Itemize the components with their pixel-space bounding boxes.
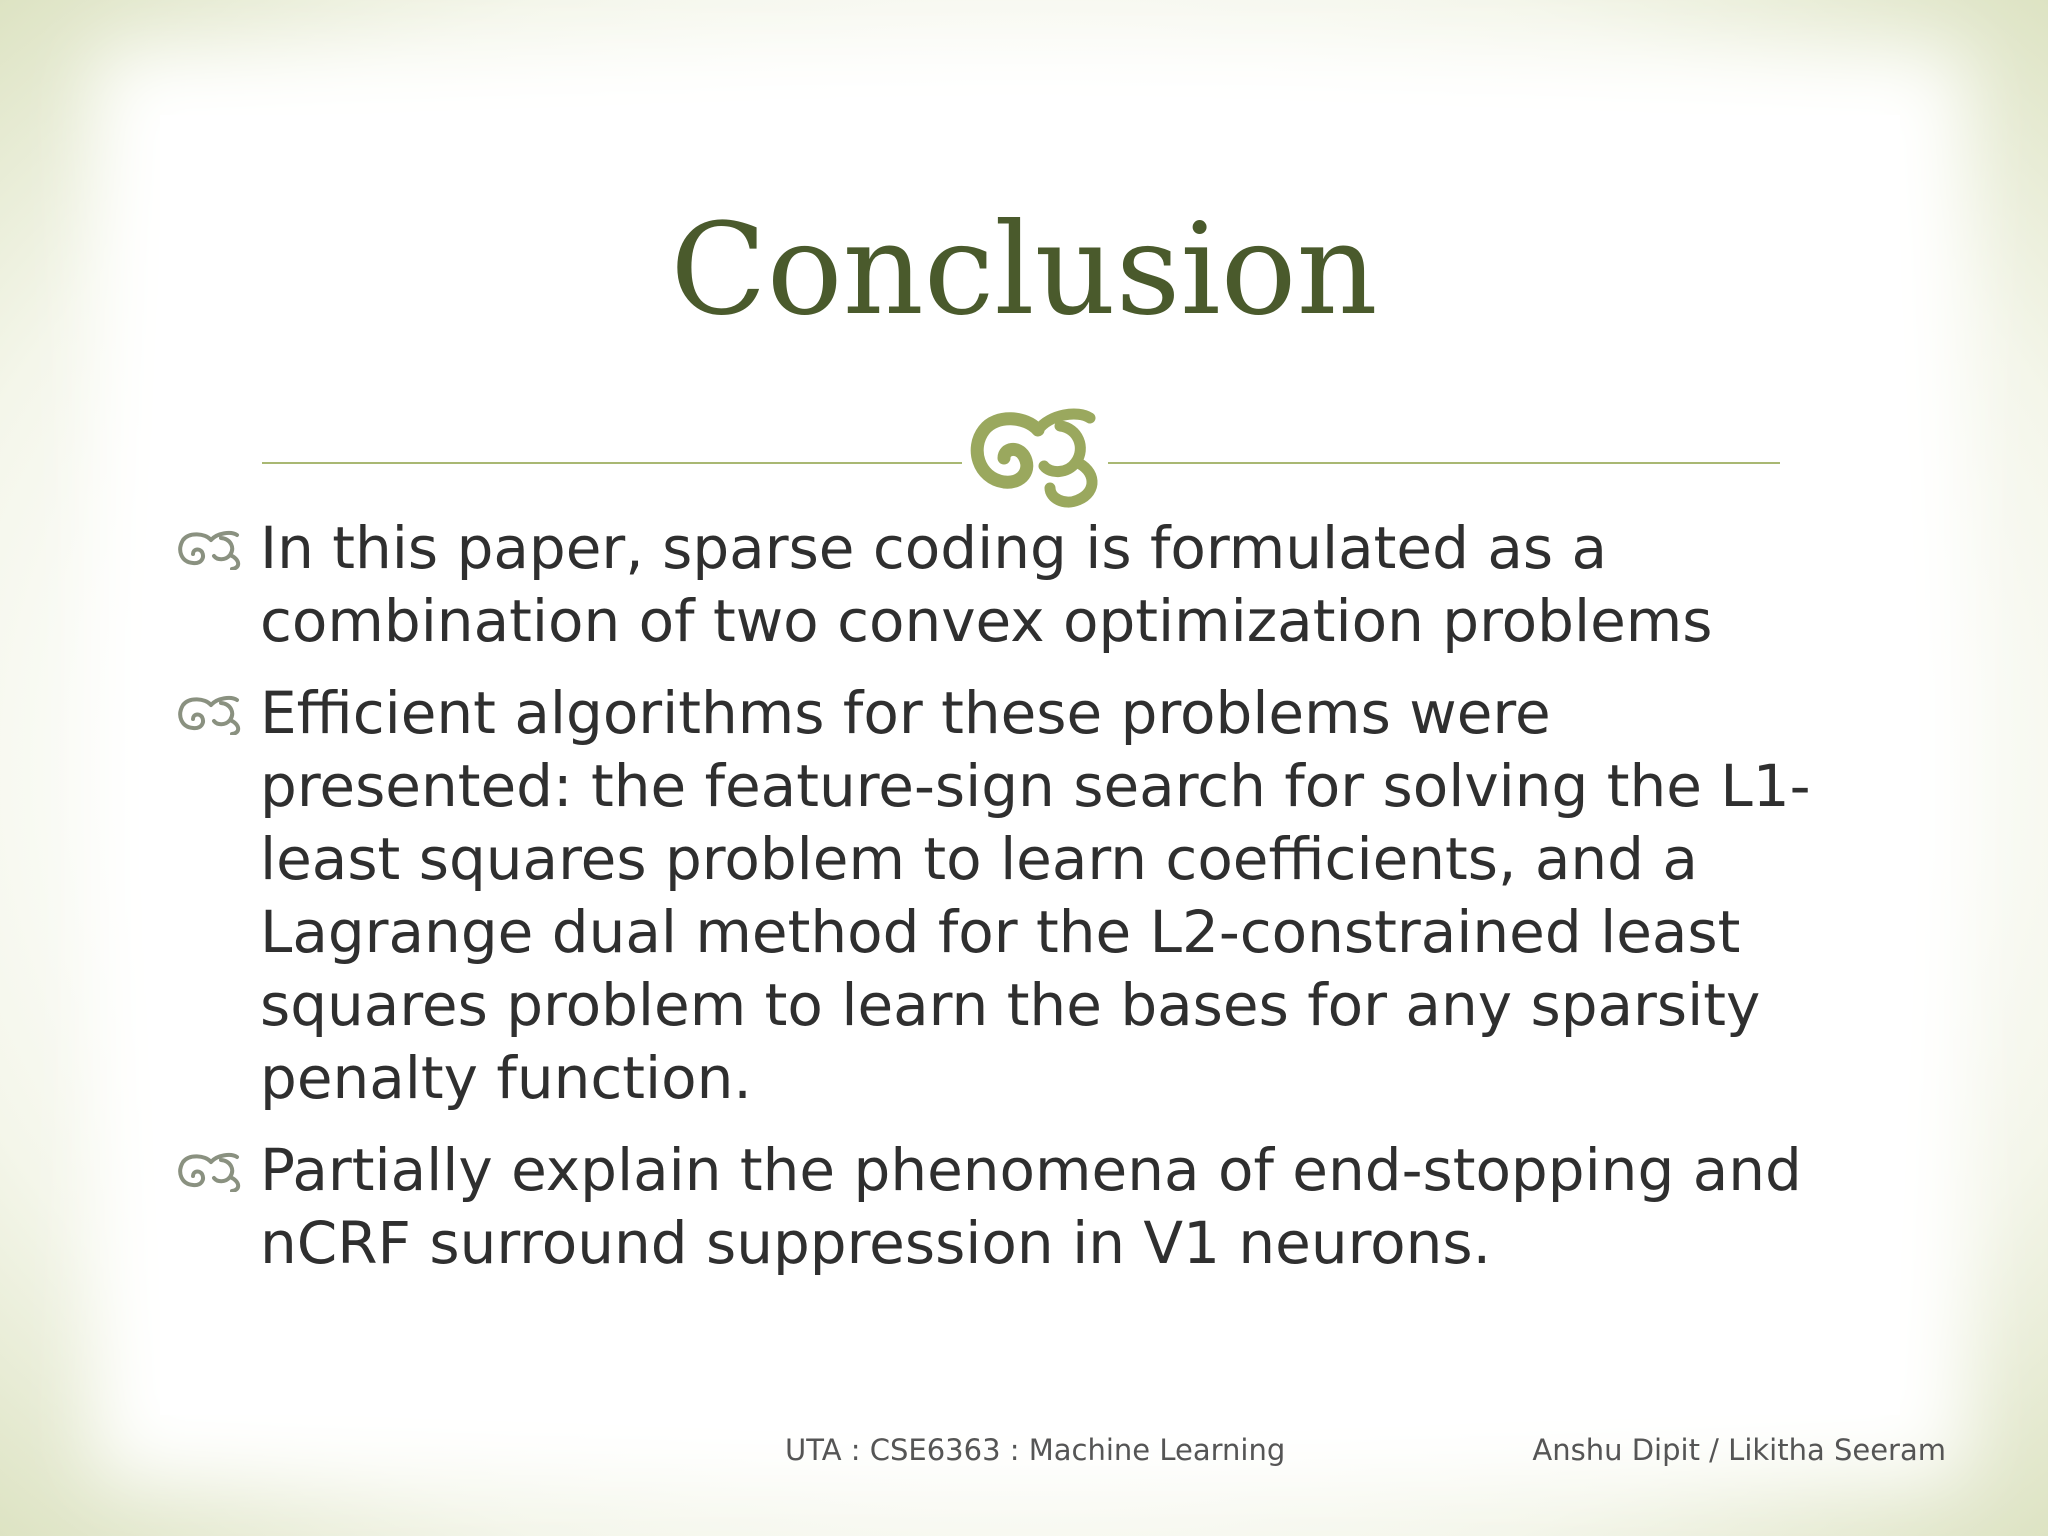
bullet-item xyxy=(175,677,1855,1115)
footer-authors: Anshu Dipit / Likitha Seeram xyxy=(1532,1433,1946,1467)
footer-course: UTA : CSE6363 : Machine Learning xyxy=(785,1433,1286,1467)
slide-title: Conclusion xyxy=(670,196,1378,343)
bullet-list xyxy=(175,512,1855,1299)
bullet-text: Efficient algorithms for these problems were presented: the feature-sign search for solving the L1-least squares problem to learn coefficients, and a Lagrange dual method for the L2-constrained least squares problem to learn the bases for any sparsity penalty function. xyxy=(260,679,1811,1112)
fleuron-bullet-icon xyxy=(177,1150,243,1192)
bullet-item xyxy=(175,512,1855,658)
fleuron-bullet-icon xyxy=(177,528,243,570)
bullet-item xyxy=(175,1134,1855,1280)
bullet-text: In this paper, sparse coding is formulated as a combination of two convex optimization problems xyxy=(260,514,1713,655)
fleuron-icon xyxy=(960,400,1110,510)
bullet-text: Partially explain the phenomena of end-stopping and nCRF surround suppression in V1 neurons. xyxy=(260,1136,1802,1277)
title-divider-right xyxy=(1108,462,1780,464)
fleuron-bullet-icon xyxy=(177,693,243,735)
title-divider-left xyxy=(262,462,962,464)
